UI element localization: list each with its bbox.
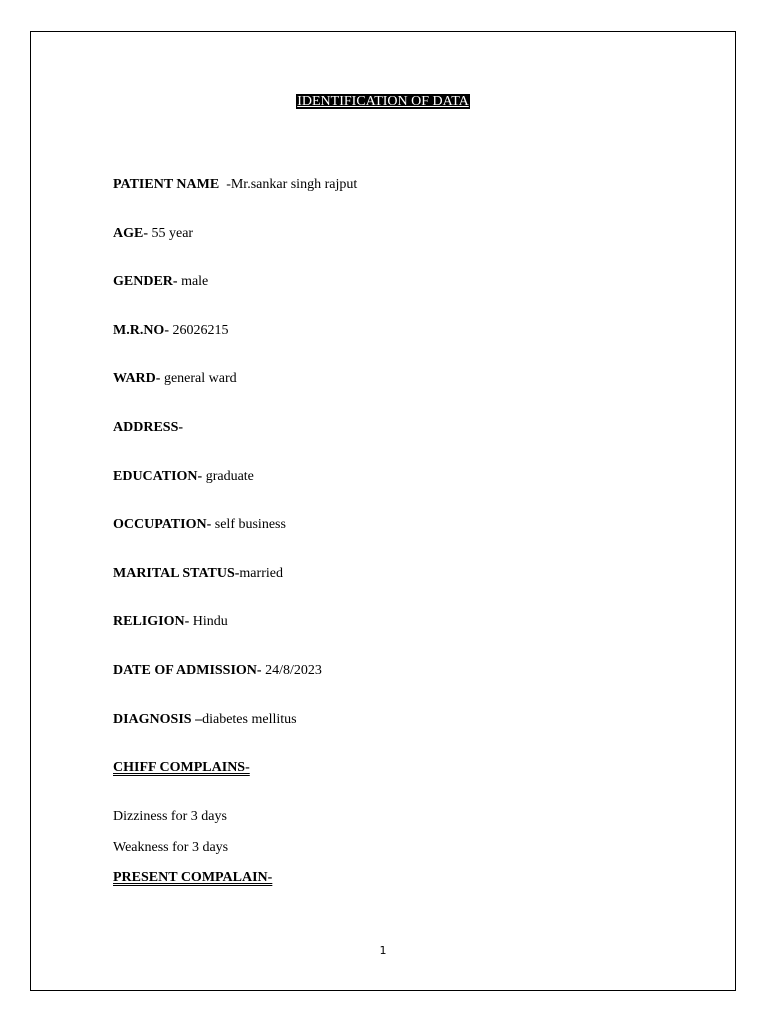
chief-complaints-heading: CHIFF COMPLAINS-	[113, 760, 250, 775]
field-label: DIAGNOSIS –	[113, 712, 203, 727]
field-patient-name	[113, 176, 357, 194]
field-occupation	[113, 516, 286, 534]
title-container	[31, 94, 735, 110]
field-value: 26026215	[172, 323, 229, 338]
field-value: male	[181, 274, 209, 289]
field-ward	[113, 370, 237, 388]
field-label: M.R.NO-	[113, 323, 169, 338]
field-education	[113, 468, 254, 486]
field-value: 24/8/2023	[265, 663, 322, 678]
present-complaint-heading: PRESENT COMPALAIN-	[113, 870, 273, 885]
field-label: OCCUPATION-	[113, 517, 212, 532]
field-label: MARITAL STATUS-	[113, 566, 240, 581]
field-age	[113, 225, 193, 243]
field-label: WARD-	[113, 371, 161, 386]
field-value: married	[239, 566, 283, 581]
field-value: Hindu	[192, 614, 228, 629]
field-label: EDUCATION-	[113, 469, 203, 484]
page-number: 1	[379, 944, 387, 957]
field-diagnosis	[113, 711, 297, 729]
field-gender	[113, 273, 208, 291]
field-value: general ward	[163, 371, 237, 386]
field-marital-status	[113, 565, 283, 583]
field-mr-no	[113, 322, 229, 340]
field-value: diabetes mellitus	[202, 712, 297, 727]
field-value: graduate	[205, 469, 254, 484]
chief-complaints-heading-row	[113, 759, 250, 777]
field-label: GENDER-	[113, 274, 178, 289]
document-title: IDENTIFICATION OF DATA	[297, 94, 469, 109]
complaint-text: Dizziness for 3 days	[113, 809, 227, 824]
complaint-text: Weakness for 3 days	[113, 840, 229, 855]
document-page	[30, 31, 736, 991]
field-value: 55 year	[151, 226, 194, 241]
complaint-item	[113, 808, 227, 826]
field-label: RELIGION-	[113, 614, 190, 629]
field-label: ADDRESS-	[113, 420, 184, 435]
field-label: PATIENT NAME	[113, 177, 220, 192]
field-label: DATE OF ADMISSION-	[113, 663, 262, 678]
field-date-of-admission	[113, 662, 322, 680]
field-address	[113, 419, 183, 437]
field-value: Mr.sankar singh rajput	[230, 177, 358, 192]
field-label: AGE-	[113, 226, 148, 241]
field-value: self business	[214, 517, 286, 532]
field-separator: -	[219, 177, 231, 192]
field-religion	[113, 613, 228, 631]
complaint-item	[113, 839, 228, 857]
present-complaint-heading-row	[113, 869, 272, 887]
